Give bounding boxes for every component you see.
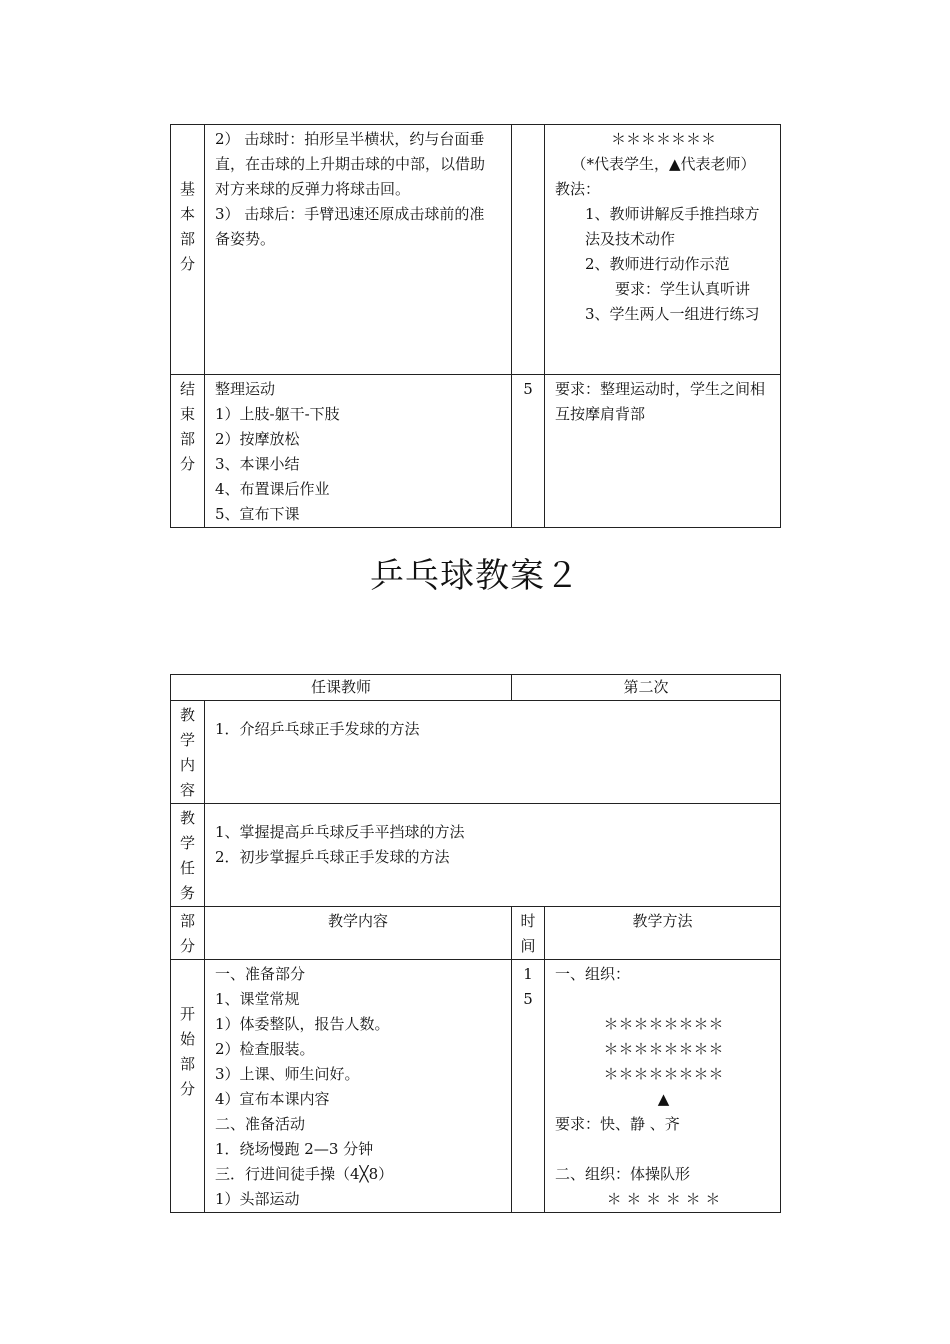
part-column-header: 部 分 xyxy=(171,907,205,960)
basic-section-method: ＊＊＊＊＊＊＊ （*代表学生，▲代表老师） 教法： 1、教师讲解反手推挡球方法及技术动作 2、教师进行动作示范 要求：学生认真听讲 3、学生两人一组进行练习 xyxy=(545,125,781,375)
lesson-table-1 xyxy=(170,124,781,528)
teaching-task-row xyxy=(171,804,781,907)
teaching-content-row xyxy=(171,701,781,804)
formation-legend: （*代表学生，▲代表老师） xyxy=(571,155,756,173)
teaching-task-text: 1、掌握提高乒乓球反手平挡球的方法 2．初步掌握乒乓球正手发球的方法 xyxy=(205,804,781,907)
basic-section-time xyxy=(512,125,545,375)
start-section-content: 一、准备部分 1、课堂常规 1）体委整队，报告人数。 2）检查服装。 3）上课、师生问好。 4）宣布本课内容 二、准备活动 1．绕场慢跑 2—3 分钟 三．行进间徒手操（4╳8） 1）头部运动 xyxy=(205,960,512,1213)
basic-section-row xyxy=(171,125,781,375)
lesson-plan-title: 乒乓球教案２ xyxy=(370,556,580,596)
time-column-header: 时 间 xyxy=(512,907,545,960)
student-formation-row-2: ＊＊＊＊＊＊＊＊ xyxy=(603,1040,724,1058)
end-section-method: 要求：整理运动时，学生之间相互按摩肩背部 xyxy=(545,375,781,528)
column-header-row xyxy=(171,907,781,960)
session-header: 第二次 xyxy=(512,675,781,701)
teacher-header: 任课教师 xyxy=(171,675,512,701)
start-section-method: 一、组织： ＊＊＊＊＊＊＊＊ ＊＊＊＊＊＊＊＊ ＊＊＊＊＊＊＊＊ ▲ 要求：快、静 、齐 二、组织：体操队形 ＊ ＊ ＊ ＊ ＊ ＊ xyxy=(545,960,781,1213)
end-section-label: 结 束 部 分 xyxy=(171,375,205,528)
method-column-header: 教学方法 xyxy=(545,907,781,960)
basic-section-label: 基 本 部 分 xyxy=(171,125,205,375)
gymnastics-formation-row: ＊ ＊ ＊ ＊ ＊ ＊ xyxy=(606,1190,721,1208)
end-section-row xyxy=(171,375,781,528)
start-section-time: 1 5 xyxy=(512,960,545,1213)
teacher-triangle-icon: ▲ xyxy=(657,1090,670,1108)
end-section-content: 整理运动 1）上肢-躯干-下肢 2）按摩放松 3、本课小结 4、布置课后作业 5、宣布下课 xyxy=(205,375,512,528)
student-formation-row-3: ＊＊＊＊＊＊＊＊ xyxy=(603,1065,724,1083)
start-section-row xyxy=(171,960,781,1213)
teaching-content-text: 1．介绍乒乓球正手发球的方法 xyxy=(205,701,781,804)
student-formation-stars: ＊＊＊＊＊＊＊ xyxy=(610,130,716,148)
header-row xyxy=(171,675,781,701)
start-section-label: 开 始 部 分 xyxy=(171,960,205,1213)
end-section-time: 5 xyxy=(512,375,545,528)
student-formation-row-1: ＊＊＊＊＊＊＊＊ xyxy=(603,1015,724,1033)
basic-section-content: 2） 击球时：拍形呈半横状，约与台面垂 直，在击球的上升期击球的中部，以借助 对方来球的反弹力将球击回。 3） 击球后：手臂迅速还原成击球前的准 备姿势。 xyxy=(205,125,512,375)
content-column-header: 教学内容 xyxy=(205,907,512,960)
teaching-content-label: 教 学 内 容 xyxy=(171,701,205,804)
lesson-table-2 xyxy=(170,674,781,1213)
teaching-task-label: 教 学 任 务 xyxy=(171,804,205,907)
